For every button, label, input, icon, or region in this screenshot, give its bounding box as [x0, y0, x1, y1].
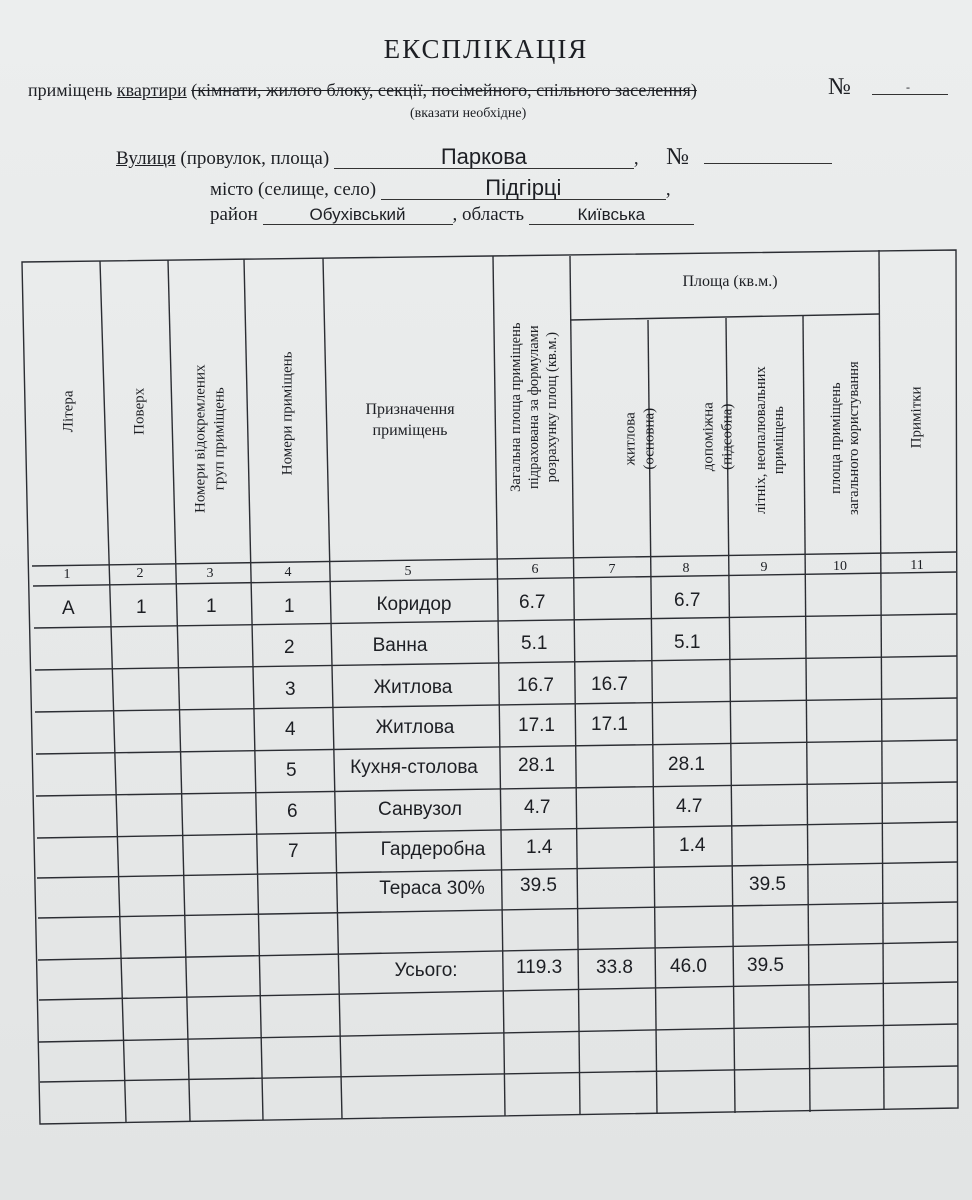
total-summer: 39.5	[747, 955, 784, 976]
total-label: Усього:	[394, 960, 458, 981]
rayon-value: Обухівський	[263, 206, 453, 225]
colnum: 11	[910, 558, 924, 573]
header-groups-line2: груп приміщень	[211, 387, 227, 491]
cell-litera: А	[62, 598, 75, 619]
header-living	[621, 339, 659, 539]
header-total-area	[507, 257, 561, 557]
header-purpose-line2: приміщень	[372, 421, 448, 439]
cell-purpose: Ванна	[372, 635, 428, 656]
cell-room-number: 2	[284, 637, 295, 658]
city-value: Підгірці	[381, 176, 666, 200]
cell-total-area: 1.4	[526, 837, 553, 858]
header-common-line2: загального користування	[846, 361, 862, 515]
premises-struck-options: (кімнати, жилого блоку, секції, посімейного, спільного заселення)	[191, 80, 697, 100]
header-total-area-line2: підрахована за формулами	[525, 325, 542, 489]
cell-room-number: 4	[285, 719, 296, 740]
cell-auxiliary: 4.7	[676, 796, 703, 817]
header-notes: Примітки	[908, 386, 925, 449]
colnum: 2	[136, 566, 144, 581]
header-common-line1: площа приміщень	[827, 382, 844, 494]
cell-living: 17.1	[591, 714, 628, 735]
cell-purpose: Кухня-столова	[350, 757, 478, 778]
cell-purpose: Тераса 30%	[379, 878, 485, 899]
total-area: 119.3	[516, 957, 563, 978]
cell-room-number: 1	[284, 596, 295, 617]
region-line	[210, 204, 694, 226]
header-common	[827, 288, 863, 588]
cell-purpose: Житлова	[375, 717, 455, 738]
city-line: місто (селище, село) Підгірці ,	[210, 175, 671, 200]
street-number-field	[704, 163, 832, 164]
total-living: 33.8	[596, 957, 633, 978]
colnum: 8	[682, 561, 690, 576]
cell-total-area: 16.7	[517, 675, 554, 696]
cell-living: 16.7	[591, 674, 628, 695]
document-title: ЕКСПЛІКАЦІЯ	[383, 34, 589, 64]
header-auxiliary-line1: допоміжна	[700, 402, 717, 472]
cell-purpose: Санвузол	[378, 799, 462, 820]
cell-room-number: 6	[287, 801, 298, 822]
cell-room-number: 7	[288, 841, 299, 862]
cell-floor: 1	[136, 597, 147, 618]
apartment-number-field	[872, 80, 948, 95]
colnum: 1	[63, 567, 71, 582]
street-label-rest: (провулок, площа)	[180, 148, 330, 169]
cell-auxiliary: 6.7	[674, 590, 701, 611]
header-litera: Літера	[60, 390, 77, 433]
cell-auxiliary: 1.4	[679, 835, 706, 856]
header-total-area-line3: розрахунку площ (кв.м.)	[544, 332, 561, 483]
cell-room-number: 5	[286, 760, 297, 781]
cell-total-area: 17.1	[518, 715, 555, 736]
header-groups-line1: Номери відокремлених	[192, 364, 209, 513]
header-floor: Поверх	[131, 387, 148, 435]
colnum: 6	[531, 562, 539, 577]
apartment-number-label: №	[828, 74, 851, 100]
cell-auxiliary: 5.1	[674, 632, 701, 653]
cell-group: 1	[206, 596, 217, 617]
cell-auxiliary: 28.1	[668, 754, 705, 775]
hint-text: (вказати необхідне)	[410, 106, 527, 121]
oblast-label: , область	[452, 204, 525, 225]
header-summer	[752, 290, 788, 590]
cell-purpose: Житлова	[373, 677, 453, 698]
premises-prefix: приміщень	[28, 80, 113, 100]
colnum: 3	[206, 566, 214, 581]
header-auxiliary	[699, 337, 737, 537]
city-label: місто (селище, село)	[210, 179, 377, 200]
cell-total-area: 28.1	[518, 755, 555, 776]
header-purpose-line1: Призначення	[365, 401, 455, 418]
oblast-value: Київська	[529, 206, 694, 225]
cell-total-area: 39.5	[520, 875, 557, 896]
street-line: Вулиця (провулок, площа) Паркова , №	[116, 144, 832, 171]
street-number-label: №	[666, 144, 690, 170]
header-living-line2: (основна)	[641, 407, 657, 470]
apartment-number-value: -	[906, 80, 910, 94]
header-total-area-line1: Загальна площа приміщень	[507, 322, 524, 492]
cell-summer: 39.5	[749, 874, 786, 895]
header-summer-line2: приміщень	[771, 406, 787, 475]
header-living-line1: житлова	[622, 412, 639, 466]
cell-purpose: Коридор	[376, 594, 452, 615]
cell-room-number: 3	[285, 679, 296, 700]
street-value: Паркова	[334, 145, 634, 169]
cell-total-area: 5.1	[521, 633, 548, 654]
colnum: 5	[404, 564, 412, 579]
colnum: 7	[608, 562, 616, 577]
header-purpose	[330, 400, 490, 442]
header-room-numbers: Номери приміщень	[279, 351, 296, 476]
total-auxiliary: 46.0	[670, 956, 707, 977]
premises-type-line	[28, 80, 697, 101]
colnum: 10	[833, 559, 847, 574]
header-summer-line1: літніх, неопалювальних	[752, 366, 769, 514]
cell-purpose: Гардеробна	[380, 839, 486, 860]
colnum: 9	[760, 560, 768, 575]
premises-selected: квартири	[116, 80, 187, 100]
colnum: 4	[284, 565, 292, 580]
cell-total-area: 6.7	[519, 592, 546, 613]
rayon-label: район	[210, 204, 258, 225]
street-label: Вулиця	[116, 148, 176, 169]
header-groups	[191, 289, 229, 589]
cell-total-area: 4.7	[524, 797, 551, 818]
header-area-group: Площа (кв.м.)	[682, 273, 778, 290]
header-auxiliary-line2: (підсобна)	[719, 403, 735, 470]
